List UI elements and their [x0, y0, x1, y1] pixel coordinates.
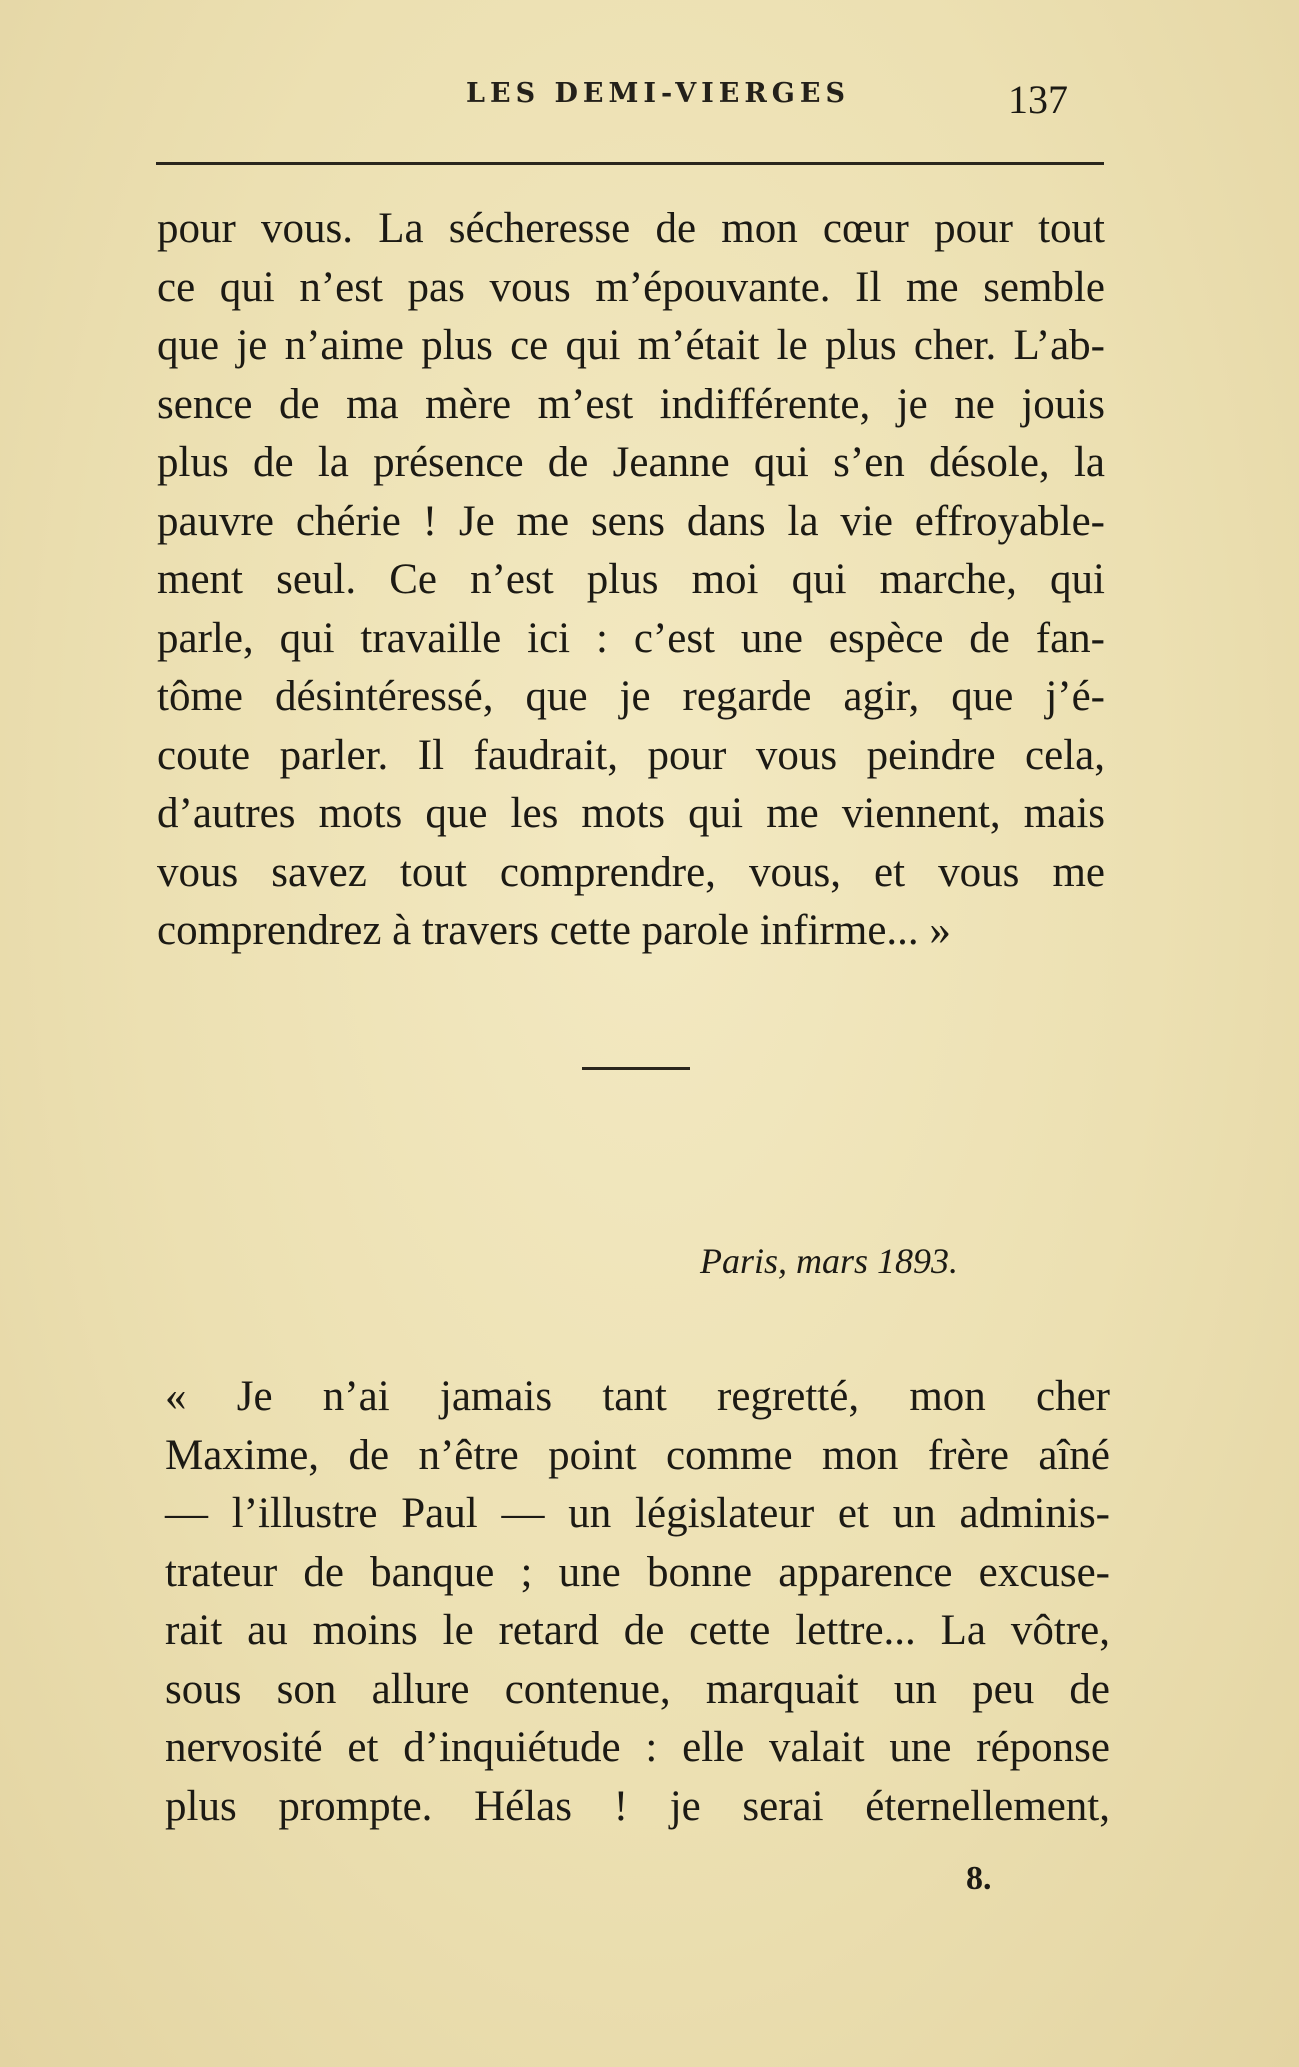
text-line: coute parler. Il faudrait, pour vous peindre cela, [157, 731, 1105, 779]
text-line: rait au moins le retard de cette lettre... La vôtre, [165, 1607, 1110, 1654]
text-line: plus de la présence de Jeanne qui s’en désole, la [157, 439, 1105, 486]
running-title: LES DEMI-VIERGES [466, 78, 850, 109]
text-line: trateur de banque ; une bonne apparence excuse- [165, 1548, 1110, 1596]
text-line: ment seul. Ce n’est plus moi qui marche, qui [157, 556, 1105, 603]
text-line: plus prompte. Hélas ! je serai éternellement, [165, 1782, 1110, 1830]
text-line: — l’illustre Paul — un législateur et un adminis- [165, 1490, 1110, 1537]
text-line: vous savez tout comprendre, vous, et vous me [157, 848, 1105, 896]
text-line: d’autres mots que les mots qui me viennent, mais [157, 790, 1105, 837]
signature-mark: 8. [966, 1860, 992, 1897]
text-line: sence de ma mère m’est indifférente, je ne jouis [157, 380, 1105, 428]
text-line: ce qui n’est pas vous m’épouvante. Il me semble [157, 263, 1105, 311]
text-line: parle, qui travaille ici : c’est une espèce de fan- [157, 614, 1105, 662]
text-line: que je n’aime plus ce qui m’était le plus cher. L’ab- [157, 322, 1105, 369]
dateline: Paris, mars 1893. [700, 1241, 959, 1281]
text-line: « Je n’ai jamais tant regretté, mon cher [165, 1373, 1110, 1420]
text-line: Maxime, de n’être point comme mon frère aîné [165, 1431, 1110, 1479]
text-line: tôme désintéressé, que je regarde agir, que j’é- [157, 673, 1105, 720]
text-line: pauvre chérie ! Je me sens dans la vie effroyable- [157, 497, 1105, 545]
header-rule [156, 162, 1104, 165]
text-line: nervosité et d’inquiétude : elle valait une réponse [165, 1724, 1110, 1771]
section-separator [582, 1067, 690, 1070]
letter-two-text [165, 1368, 1110, 1836]
text-line: sous son allure contenue, marquait un peu de [165, 1665, 1110, 1713]
letter-one-text [157, 200, 1105, 961]
text-line: pour vous. La sécheresse de mon cœur pour tout [157, 205, 1105, 252]
page-number: 137 [1008, 77, 1068, 122]
text-line: comprendrez à travers cette parole infirme... » [157, 907, 951, 954]
